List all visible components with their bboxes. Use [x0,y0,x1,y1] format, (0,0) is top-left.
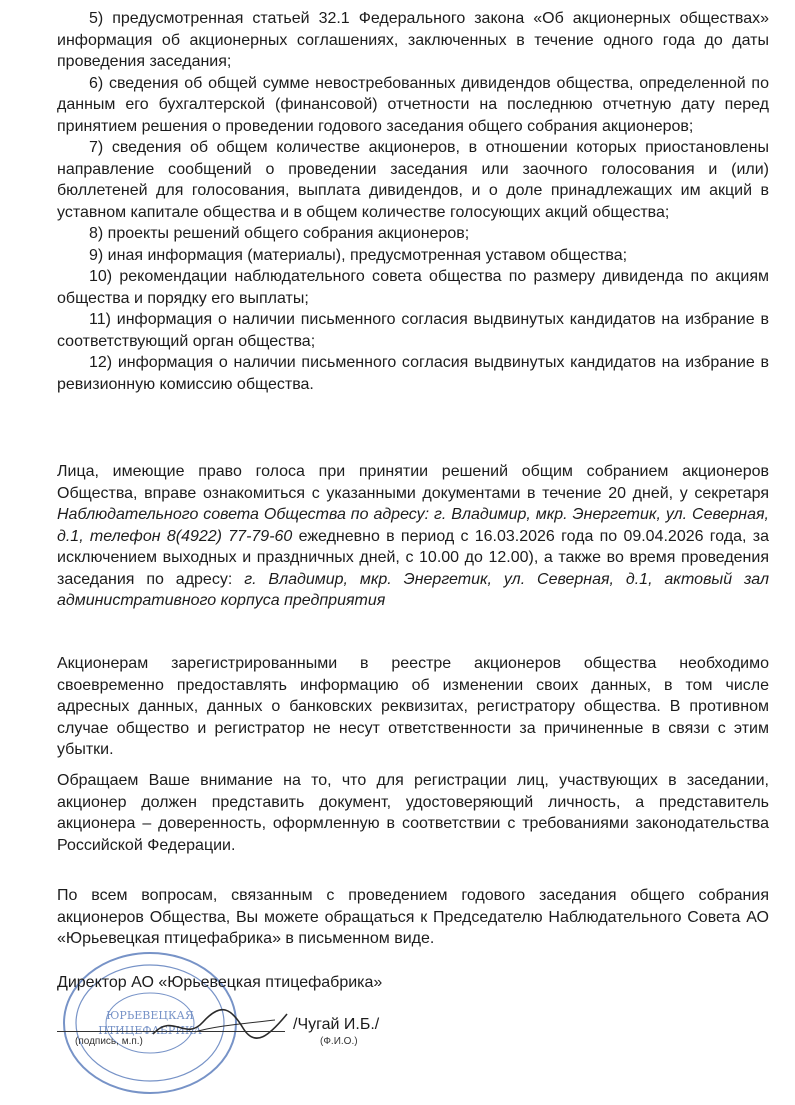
name-caption: (Ф.И.О.) [320,1036,358,1047]
registration-paragraph: Обращаем Ваше внимание на то, что для регистрации лиц, участвующих в заседании, акционер должен представить документ, удостоверяющий личность, а представитель акционера – доверенность, оформленную в соответствии с требованиями законодательства Российской Федерации. [57,772,769,854]
access-schedule: ежедневно в период с 16.03.2026 года по 09.04.2026 года, за исключением выходных и праздничных дней, с 10.00 до 12.00), а также во время проведения заседания по адресу: [57,527,770,588]
signature-line [57,1031,285,1032]
info-list [57,8,769,395]
secretary-address: Наблюдательного совета Общества по адресу: г. Владимир, мкр. Энергетик, ул. Северная, д.1, телефон 8(4922) 77-79-60 [57,506,769,545]
access-intro: Лица, имеющие право голоса при принятии решений общим собранием акционеров Общества, вправе ознакомиться с указанными документами в течение 20 дней, у секретаря [57,463,769,502]
registry-paragraph: Акционерам зарегистрированными в реестре акционеров общества необходимо своевременно предоставлять информацию об изменении своих данных, в том числе адресных данных, данных о банковских реквизитах, регистратору общества. В противном случае общество и регистратор не несут ответственности за причиненные в связи с этим убытки. [57,655,769,758]
list-item-9: 9) иная информация (материалы), предусмотренная уставом общества; [89,246,628,264]
svg-text:ЮРЬЕВЕЦКАЯ: ЮРЬЕВЕЦКАЯ [106,1009,194,1022]
list-item-10: 10) рекомендации наблюдательного совета общества по размеру дивиденда по акциям общества и порядку его выплаты; [57,268,769,307]
signer-name: /Чугай И.Б./ [293,1016,380,1033]
handwritten-signature-icon [145,1002,295,1046]
contact-paragraph: По всем вопросам, связанным с проведением годового заседания общего собрания акционеров Общества, Вы можете обращаться к Председателю Наблюдательного Совета АО «Юрьевецкая птицефабрика» в письменном виде. [57,887,769,947]
meeting-address: г. Владимир, мкр. Энергетик, ул. Северная, д.1, актовый зал административного корпуса предприятия [57,570,769,609]
list-item-11: 11) информация о наличии письменного согласия выдвинутых кандидатов на избрание в соответствующий орган общества; [57,311,769,350]
list-item-12: 12) информация о наличии письменного согласия выдвинутых кандидатов на избрание в ревизионную комиссию общества. [57,354,769,393]
list-item-6: 6) сведения об общей сумме невостребованных дивидендов общества, определенной по данным его бухгалтерской (финансовой) отчетности на последнюю отчетную дату перед принятием решения о проведении годового заседания общего собрания акционеров; [57,74,769,135]
svg-text:ПТИЦЕФАБРИКА: ПТИЦЕФАБРИКА [98,1024,202,1037]
signature-title: Директор АО «Юрьевецкая птицефабрика» [57,974,383,991]
list-item-8: 8) проекты решений общего собрания акционеров; [89,225,470,242]
list-item-7: 7) сведения об общем количестве акционеров, в отношении которых приостановлены направление сообщений о проведении заседания или заочного голосования и (или) бюллетеней для голосования, выплата дивидендов, и о доле принадлежащих им акций в уставном капитале общества и в общем количестве голосующих акций общества; [57,139,769,221]
list-item-5: 5) предусмотренная статьей 32.1 Федерального закона «Об акционерных обществах» информация об акционерных соглашениях, заключенных в течение одного года до даты проведения заседания; [57,10,769,70]
signature-caption: (подпись, м.п.) [75,1036,143,1047]
access-paragraph [57,461,769,612]
